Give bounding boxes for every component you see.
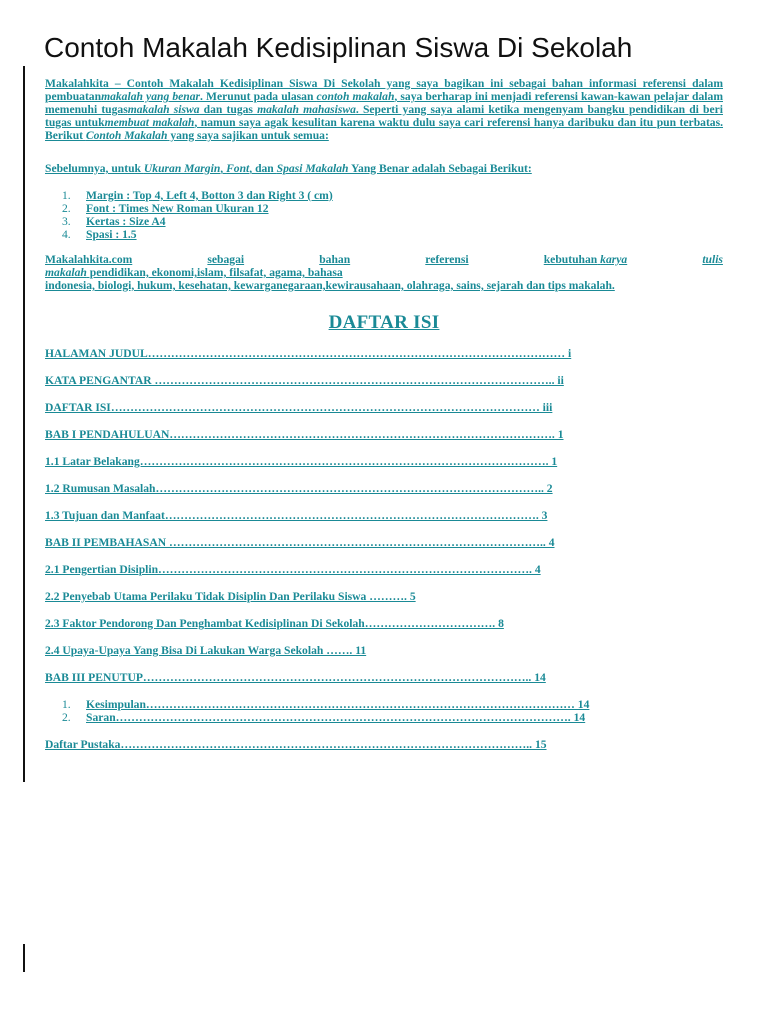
page-margin-line	[23, 66, 25, 782]
spec-number: 1.	[62, 188, 71, 202]
toc-entry[interactable]: 1.3 Tujuan dan Manfaat……………………………………………………………………………………. 3	[45, 509, 548, 523]
reference-word-italic: tulis	[702, 252, 723, 266]
reference-word: bahan	[319, 252, 351, 266]
lead-text: Sebelumnya, untuk	[45, 161, 144, 175]
spec-text: Spasi : 1.5	[86, 227, 137, 241]
toc-subentry[interactable]	[62, 698, 723, 711]
reference-line-1	[45, 253, 723, 266]
spec-text: Font : Times New Roman Ukuran 12	[86, 201, 269, 215]
lead-italic: Font	[226, 161, 250, 175]
intro-text: , namun saya agak kesulitan karena waktu dulu saya cari referensi hanya daribuku dan itu pun terbatas. Berikut	[45, 115, 724, 142]
intro-text: yang saya sajikan untuk semua:	[167, 128, 329, 142]
toc-entry[interactable]: 1.2 Rumusan Masalah……………………………………………………………………………………….. 2	[45, 482, 553, 496]
toc-entry[interactable]: 1.1 Latar Belakang……………………………………………………………………………………………. 1	[45, 455, 558, 469]
spec-number: 2.	[62, 201, 71, 215]
spec-item[interactable]	[62, 215, 723, 228]
intro-text: . Seperti yang saya alami ketika mengenyam bangku pendidikan di beri tugas untuk	[45, 102, 723, 129]
spec-number: 4.	[62, 227, 71, 241]
reference-word-italic: karya	[600, 252, 628, 266]
intro-text: , saya berharap ini menjadi referensi kawan-kawan pelajar dalam memenuhi tugas	[45, 89, 723, 116]
toc-entry[interactable]: HALAMAN JUDUL……………………………………………………………………………………………… i	[45, 347, 572, 361]
reference-word: referensi	[425, 252, 469, 266]
intro-italic: contoh makalah	[316, 89, 395, 103]
spec-number: 3.	[62, 214, 71, 228]
page-margin-line-lower	[23, 944, 25, 972]
toc-sub-text: Kesimpulan………………………………………………………………………………………………… 14	[86, 698, 590, 712]
toc-sub-number: 1.	[62, 698, 71, 712]
intro-text: dan tugas	[199, 102, 258, 116]
intro-text: Makalahkita – Contoh Makalah Kedisiplinan Siswa Di Sekolah yang saya bagikan ini sebagai bahan informasi referensi dalam pembuatan	[45, 77, 723, 103]
toc-entry[interactable]: 2.1 Pengertian Disiplin……………………………………………………………………………………. 4	[45, 563, 541, 577]
reference-word: Makalahkita.com	[45, 252, 133, 266]
lead-italic: Spasi Makalah	[276, 161, 349, 175]
spec-list	[45, 189, 723, 241]
document-body	[45, 77, 723, 765]
reference-line-3: indonesia, biologi, hukum, kesehatan, kewarganegaraan,kewirausahaan, olahraga, sains, sejarah dan tips makalah.	[45, 278, 615, 292]
formatting-lead[interactable]	[45, 162, 723, 175]
toc-entry[interactable]: BAB II PEMBAHASAN …………………………………………………………………………………….. 4	[45, 536, 555, 550]
table-of-contents	[45, 347, 723, 751]
toc-sub-text: Saran………………………………………………………………………………………………………. 14	[86, 711, 586, 725]
intro-text: . Merunut pada ulasan	[200, 89, 317, 103]
spec-text: Margin : Top 4, Left 4, Botton 3 dan Right 3 ( cm)	[86, 188, 333, 202]
toc-sub-number: 2.	[62, 711, 71, 725]
toc-entry[interactable]: 2.4 Upaya-Upaya Yang Bisa Di Lakukan Warga Sekolah ……. 11	[45, 644, 367, 658]
reference-paragraph[interactable]	[45, 253, 723, 292]
page-title: Contoh Makalah Kedisiplinan Siswa Di Sekolah	[44, 32, 633, 63]
toc-sublist	[45, 698, 723, 724]
daftar-isi-heading: DAFTAR ISI	[328, 311, 440, 333]
spec-item[interactable]	[62, 189, 723, 202]
intro-italic: membuat makalah	[104, 115, 195, 129]
intro-italic: makalah siswa	[127, 102, 200, 116]
lead-text: , dan	[249, 161, 277, 175]
reference-word: kebutuhan	[543, 252, 598, 266]
toc-subentry[interactable]	[62, 711, 723, 724]
reference-word-italic: makalah	[45, 265, 87, 279]
reference-line-2	[45, 266, 723, 279]
spec-item[interactable]	[62, 202, 723, 215]
intro-paragraph[interactable]	[45, 77, 723, 142]
toc-entry[interactable]: BAB I PENDAHULUAN………………………………………………………………………………………. 1	[45, 428, 564, 442]
lead-text: Yang Benar adalah Sebagai Berikut:	[348, 161, 532, 175]
intro-italic: Contoh Makalah	[85, 128, 168, 142]
intro-italic: makalah yang benar	[101, 89, 201, 103]
intro-italic: makalah mahasiswa	[257, 102, 356, 116]
lead-text: ,	[220, 161, 227, 175]
lead-italic: Ukuran Margin	[143, 161, 221, 175]
spec-item[interactable]	[62, 228, 723, 241]
toc-entry[interactable]: Daftar Pustaka…………………………………………………………………………………………….. 15	[45, 738, 547, 752]
toc-entry[interactable]: DAFTAR ISI………………………………………………………………………………………………… iii	[45, 401, 553, 415]
reference-text: pendidikan, ekonomi,islam, filsafat, agama, bahasa	[86, 265, 343, 279]
toc-entry[interactable]: 2.2 Penyebab Utama Perilaku Tidak Disiplin Dan Perilaku Siswa ………. 5	[45, 590, 416, 604]
spec-text: Kertas : Size A4	[86, 214, 166, 228]
toc-entry[interactable]: KATA PENGANTAR ………………………………………………………………………………………….. ii	[45, 374, 564, 388]
reference-word: sebagai	[207, 252, 245, 266]
toc-entry[interactable]: BAB III PENUTUP……………………………………………………………………………………….. 14	[45, 671, 546, 685]
toc-entry[interactable]: 2.3 Faktor Pendorong Dan Penghambat Kedisiplinan Di Sekolah……………………………. 8	[45, 617, 504, 631]
